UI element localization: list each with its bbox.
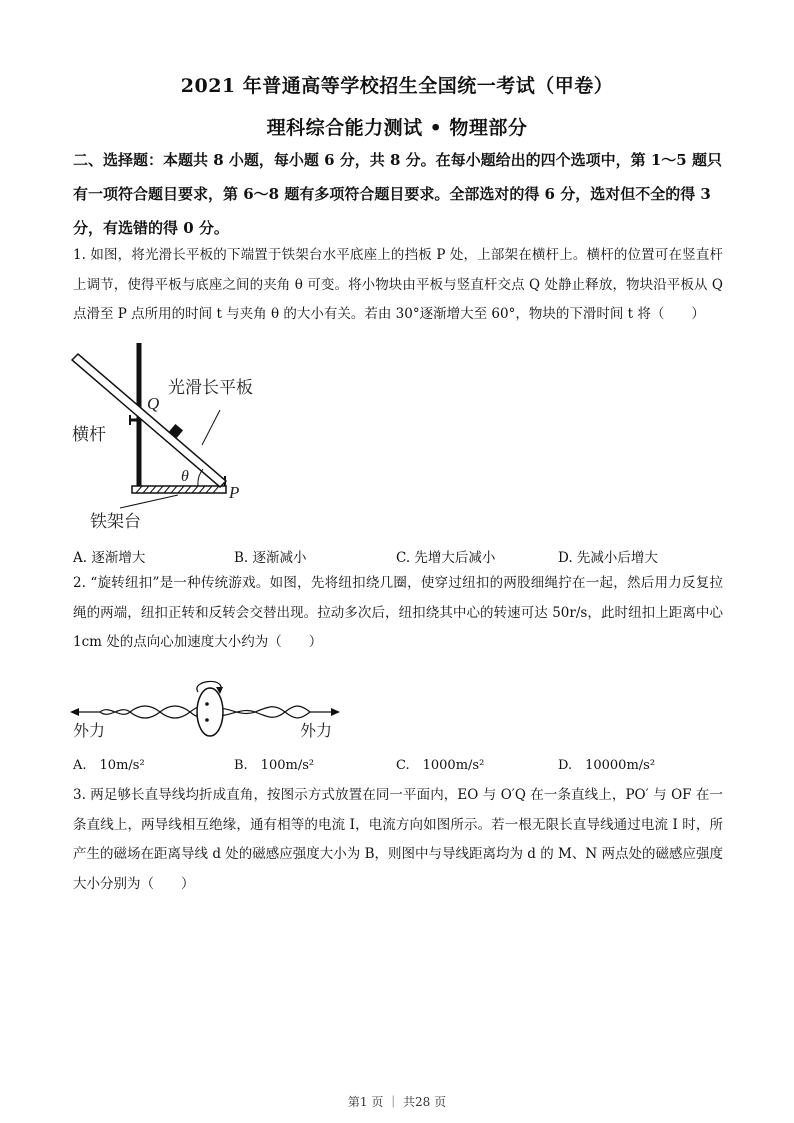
label-q: Q [147, 394, 160, 413]
question-2-figure [70, 670, 350, 742]
label-left-force: 外力 [73, 723, 106, 740]
smooth-board [72, 354, 226, 487]
label-board: 光滑长平板 [168, 378, 253, 397]
question-2-stem: 2. “旋转纽扣”是一种传统游戏。如图，先将纽扣绕几圈，使穿过纽扣的两股细绳拧在一起，然后用力反复拉绳的两端，纽扣正转和反转会交替出现。拉动多次后，纽扣绕其中心的转速可达 50r/s，此时纽扣上距离中心 1cm 处的点向心加速度大小约为（ ） [73, 575, 723, 650]
label-bar: 横杆 [72, 425, 106, 444]
q1-option-b[interactable]: B. 逐渐减小 [234, 550, 307, 566]
left-arrow-head [70, 708, 79, 716]
button-disc [197, 688, 223, 736]
question-1-figure [70, 335, 310, 535]
label-right-force: 外力 [300, 723, 333, 740]
section-instructions: 二、选择题：本题共 8 小题，每小题 6 分，共 8 分。在每小题给出的四个选项中，第 1～5 题只有一项符合题目要求，第 6～8 题有多项符合题目要求。全部选对的得 6 分，选对但不全的得 3 分，有选错的得 0 分。 [73, 151, 722, 237]
question-1-stem: 1. 如图，将光滑长平板的下端置于铁架台水平底座上的挡板 P 处，上部架在横杆上。横杆的位置可在竖直杆上调节，使得平板与底座之间的夹角 θ 可变。将小物块由平板与竖直杆交点 Q 处静止释放，物块沿平板从 Q 点滑至 P 点所用的时间 t 与夹角 θ 的大小有关。若由 30°逐渐增大至 60°，物块的下滑时间 t 将（ ） [73, 247, 723, 322]
question-3-stem: 3. 两足够长直导线均折成直角，按图示方式放置在同一平面内，EO 与 O′Q 在一条直线上，PO′ 与 OF 在一条直线上，两导线相互绝缘，通有相等的电流 I，电流方向如图所示。若一根无限长直导线通过电流 I 时，所产生的磁场在距离导线 d 处的磁感应强度大小为 B，则图中与导线距离均为 d 的 M、N 两点处的磁感应强度大小分别为（ ） [73, 787, 723, 892]
label-stand: 铁架台 [90, 512, 141, 531]
q2-option-b[interactable]: B. 100m/s² [234, 758, 315, 773]
q2-option-d[interactable]: D. 10000m/s² [558, 758, 656, 773]
q2-option-c[interactable]: C. 1000m/s² [396, 758, 485, 773]
q1-option-c[interactable]: C. 先增大后减小 [396, 550, 496, 566]
label-theta: θ [181, 468, 189, 485]
exam-subtitle: 理科综合能力测试 • 物理部分 [266, 117, 528, 139]
q2-option-a[interactable]: A. 10m/s² [73, 758, 145, 773]
page-footer: 第1 页 ｜ 共28 页 [347, 1095, 447, 1109]
q1-option-d[interactable]: D. 先减小后增大 [558, 550, 658, 566]
label-p: P [229, 483, 240, 502]
right-arrow-head [331, 708, 340, 716]
exam-title: 2021 年普通高等学校招生全国统一考试（甲卷） [180, 75, 614, 97]
q1-option-a[interactable]: A. 逐渐增大 [73, 550, 146, 566]
